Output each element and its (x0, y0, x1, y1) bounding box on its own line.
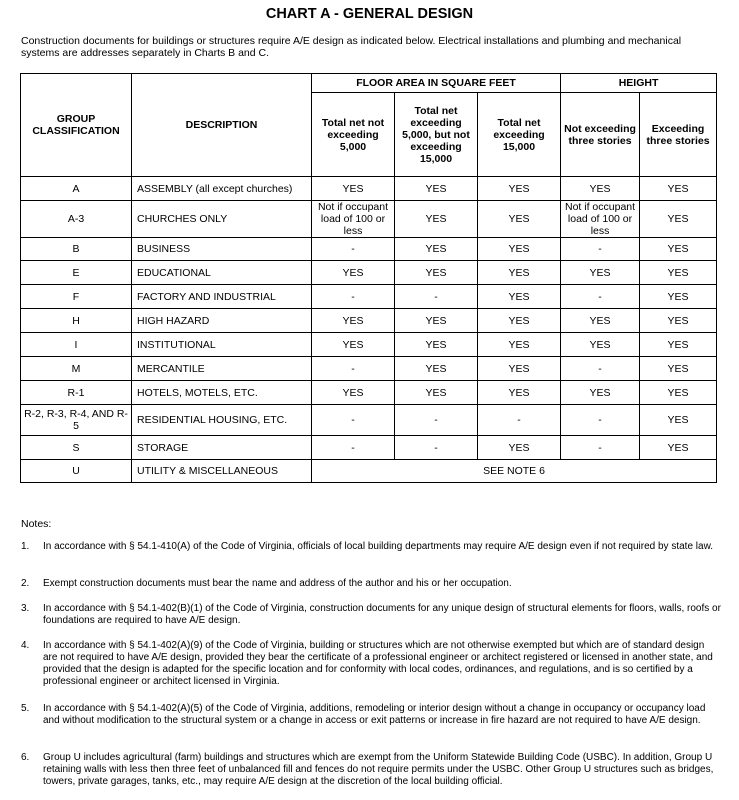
group-cell: E (21, 261, 132, 285)
description-cell: CHURCHES ONLY (132, 201, 312, 238)
value-cell: YES (640, 238, 717, 261)
description-cell: UTILITY & MISCELLANEOUS (132, 460, 312, 483)
header-exceeding-three-stories: Exceeding three stories (640, 93, 717, 177)
description-cell: HOTELS, MOTELS, ETC. (132, 381, 312, 405)
group-cell: U (21, 460, 132, 483)
value-cell: YES (478, 177, 561, 201)
note-item (21, 752, 721, 788)
note-item (21, 603, 721, 627)
design-requirements-table (20, 73, 717, 483)
table-row (21, 436, 717, 460)
group-cell: M (21, 357, 132, 381)
note-number: 3. (21, 603, 30, 614)
note-text: In accordance with § 54.1-402(A)(5) of the Code of Virginia, additions, remodeling or interior design without a change in occupancy or occupancy load and without modification to the structural system or a change in access or exit patterns or increase in fire hazard are not required to have A/E design. (43, 703, 706, 726)
table-body (21, 177, 717, 460)
value-cell: YES (640, 177, 717, 201)
description-cell: FACTORY AND INDUSTRIAL (132, 285, 312, 309)
header-description: DESCRIPTION (132, 74, 312, 177)
table-row (21, 357, 717, 381)
value-cell: - (395, 436, 478, 460)
value-cell: YES (395, 333, 478, 357)
description-cell: INSTITUTIONAL (132, 333, 312, 357)
value-cell: YES (640, 405, 717, 436)
table-row (21, 261, 717, 285)
value-cell: YES (395, 201, 478, 238)
note-item (21, 578, 721, 590)
value-cell: YES (640, 261, 717, 285)
group-cell: H (21, 309, 132, 333)
header-total-net-not-exceeding-5000: Total net not exceeding 5,000 (312, 93, 395, 177)
note-text: In accordance with § 54.1-410(A) of the Code of Virginia, officials of local building departments may require A/E design even if not required by state law. (43, 541, 714, 552)
value-cell: YES (478, 261, 561, 285)
table-row-u (21, 460, 717, 483)
group-cell: R-1 (21, 381, 132, 405)
value-cell: - (312, 285, 395, 309)
value-cell: - (561, 436, 640, 460)
description-cell: BUSINESS (132, 238, 312, 261)
value-cell: YES (478, 309, 561, 333)
header-total-net-exceeding-15000: Total net exceeding 15,000 (478, 93, 561, 177)
see-note-cell: SEE NOTE 6 (312, 460, 717, 483)
table-row (21, 309, 717, 333)
table-row (21, 381, 717, 405)
value-cell: YES (312, 261, 395, 285)
header-not-exceeding-three-stories: Not exceeding three stories (561, 93, 640, 177)
note-text: In accordance with § 54.1-402(B)(1) of the Code of Virginia, construction documents for any unique design of structural elements for floors, walls, roofs or foundations are required to have A/E design. (43, 603, 721, 626)
value-cell: YES (395, 381, 478, 405)
value-cell: YES (561, 333, 640, 357)
value-cell: - (395, 405, 478, 436)
value-cell: YES (478, 436, 561, 460)
value-cell: YES (478, 285, 561, 309)
group-cell: A-3 (21, 201, 132, 238)
value-cell: YES (561, 381, 640, 405)
value-cell: YES (640, 201, 717, 238)
value-cell: - (395, 285, 478, 309)
header-total-net-5000-to-15000: Total net exceeding 5,000, but not exceeding 15,000 (395, 93, 478, 177)
value-cell: YES (478, 357, 561, 381)
value-cell: YES (640, 285, 717, 309)
value-cell: - (312, 436, 395, 460)
value-cell: - (561, 238, 640, 261)
table-row (21, 285, 717, 309)
group-cell: S (21, 436, 132, 460)
value-cell: - (561, 405, 640, 436)
description-cell: EDUCATIONAL (132, 261, 312, 285)
note-number: 2. (21, 578, 30, 589)
note-number: 6. (21, 752, 30, 763)
group-cell: F (21, 285, 132, 309)
value-cell: - (312, 357, 395, 381)
note-item (21, 640, 721, 688)
note-text: In accordance with § 54.1-402(A)(9) of the Code of Virginia, building or structures which are not otherwise exempted but which are of standard design are not required to have A/E design, provided they bear the certificate of a professional engineer or architect registered or licensed in another state, and provided that the design is adapted for the specific location and for conformity with local codes, ordinances, and regulations, and is so certified by a professional engineer or architect licensed in Virginia. (43, 640, 713, 687)
value-cell: YES (312, 177, 395, 201)
notes-heading: Notes: (21, 518, 52, 530)
value-cell: Not if occupant load of 100 or less (312, 201, 395, 238)
value-cell: - (312, 238, 395, 261)
note-text: Group U includes agricultural (farm) buildings and structures which are exempt from the Uniform Statewide Building Code (USBC). In addition, Group U retaining walls with less then three feet of unbalanced fill and fences do not require permits under the USBC. Other Group U structures such as bridges, towers, private garages, tanks, etc., may require A/E design at the discretion of the local building official. (43, 752, 714, 787)
table-row (21, 238, 717, 261)
value-cell: YES (561, 309, 640, 333)
value-cell: YES (395, 309, 478, 333)
value-cell: YES (312, 333, 395, 357)
note-text: Exempt construction documents must bear the name and address of the author and his or her occupation. (43, 578, 512, 589)
description-cell: MERCANTILE (132, 357, 312, 381)
table-row (21, 405, 717, 436)
value-cell: - (312, 405, 395, 436)
table-row (21, 201, 717, 238)
chart-title: CHART A - GENERAL DESIGN (265, 6, 474, 22)
intro-paragraph: Construction documents for buildings or structures require A/E design as indicated below. Electrical installations and plumbing and mechanical systems are addresses separately in Charts B and C. (21, 35, 682, 59)
group-cell: I (21, 333, 132, 357)
value-cell: - (561, 357, 640, 381)
value-cell: YES (478, 381, 561, 405)
note-number: 1. (21, 541, 30, 552)
value-cell: YES (478, 333, 561, 357)
group-cell: A (21, 177, 132, 201)
description-cell: HIGH HAZARD (132, 309, 312, 333)
note-item (21, 541, 721, 553)
value-cell: YES (640, 333, 717, 357)
header-floor-area: FLOOR AREA IN SQUARE FEET (312, 74, 561, 93)
value-cell: YES (395, 261, 478, 285)
value-cell: YES (640, 309, 717, 333)
value-cell: YES (640, 436, 717, 460)
value-cell: YES (395, 238, 478, 261)
value-cell: YES (561, 177, 640, 201)
table-row (21, 177, 717, 201)
value-cell: YES (395, 177, 478, 201)
value-cell: YES (640, 381, 717, 405)
value-cell: YES (395, 357, 478, 381)
value-cell: YES (640, 357, 717, 381)
value-cell: Not if occupant load of 100 or less (561, 201, 640, 238)
description-cell: RESIDENTIAL HOUSING, ETC. (132, 405, 312, 436)
value-cell: YES (561, 261, 640, 285)
value-cell: YES (312, 309, 395, 333)
note-number: 5. (21, 703, 30, 714)
table-row (21, 333, 717, 357)
group-cell: R-2, R-3, R-4, AND R-5 (21, 405, 132, 436)
header-group-classification: GROUP CLASSIFICATION (21, 74, 132, 177)
value-cell: - (561, 285, 640, 309)
value-cell: YES (478, 238, 561, 261)
value-cell: YES (312, 381, 395, 405)
group-cell: B (21, 238, 132, 261)
description-cell: ASSEMBLY (all except churches) (132, 177, 312, 201)
description-cell: STORAGE (132, 436, 312, 460)
header-height: HEIGHT (561, 74, 717, 93)
value-cell: - (478, 405, 561, 436)
value-cell: YES (478, 201, 561, 238)
note-number: 4. (21, 640, 30, 651)
note-item (21, 703, 721, 727)
